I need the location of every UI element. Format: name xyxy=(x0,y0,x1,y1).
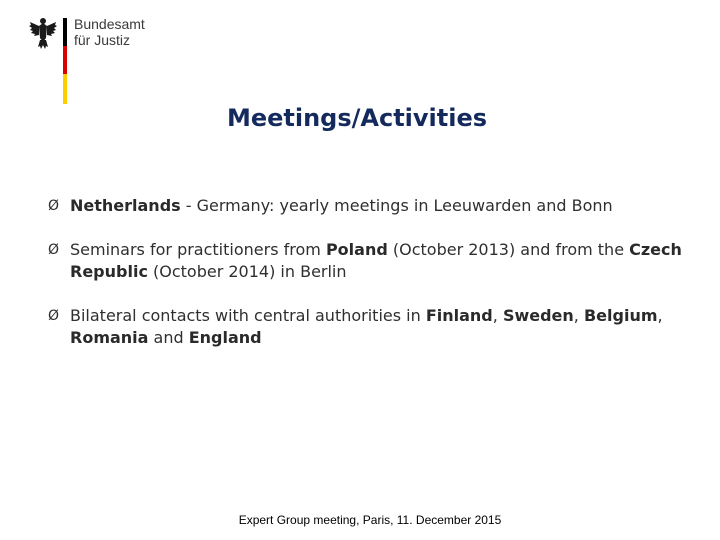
bullet-emphasis: Belgium xyxy=(583,306,658,325)
slide-title xyxy=(0,104,720,132)
arrow-bullet-icon: Ø xyxy=(48,242,60,258)
bullet-emphasis: Finland xyxy=(425,306,493,325)
slide-title-text: Meetings/Activities xyxy=(226,104,488,132)
flag-stripe-red xyxy=(63,46,67,74)
flag-stripe-black xyxy=(63,18,67,46)
bullet-text: and xyxy=(148,328,189,347)
bullet-text: (October 2014) in Berlin xyxy=(147,262,347,281)
bullet-emphasis: Czech Republic xyxy=(70,240,682,281)
org-name-line1: Bundesamt xyxy=(74,16,145,32)
footer xyxy=(0,513,720,527)
german-flag-stripe xyxy=(63,18,67,104)
flag-stripe-gold xyxy=(63,74,67,104)
bullet-text: , xyxy=(492,306,503,325)
bullet-text: - Germany: yearly meetings in Leeuwarden and Bonn xyxy=(180,196,613,215)
bullet-emphasis: England xyxy=(188,328,262,347)
bullet-text: Bilateral contacts with central authorities in xyxy=(70,306,426,325)
bullet-item xyxy=(48,195,688,217)
logo xyxy=(28,14,208,94)
organization-name xyxy=(74,16,145,48)
federal-eagle-icon xyxy=(28,16,58,50)
bullet-item xyxy=(48,239,688,283)
bullet-emphasis: Sweden xyxy=(502,306,574,325)
bullet-emphasis: Romania xyxy=(70,328,149,347)
bullet-list xyxy=(48,195,688,371)
bullet-text: Seminars for practitioners from xyxy=(70,240,326,259)
bullet-text: , xyxy=(657,306,663,325)
org-name-line2: für Justiz xyxy=(74,32,131,48)
arrow-bullet-icon: Ø xyxy=(48,198,60,214)
arrow-bullet-icon: Ø xyxy=(48,308,60,324)
bullet-item xyxy=(48,305,688,349)
bullet-emphasis: Netherlands xyxy=(70,196,181,215)
bullet-emphasis: Poland xyxy=(325,240,388,259)
bullet-text: , xyxy=(573,306,584,325)
footer-text: Expert Group meeting, Paris, 11. December 2015 xyxy=(238,513,502,527)
bullet-text: (October 2013) and from the xyxy=(387,240,630,259)
